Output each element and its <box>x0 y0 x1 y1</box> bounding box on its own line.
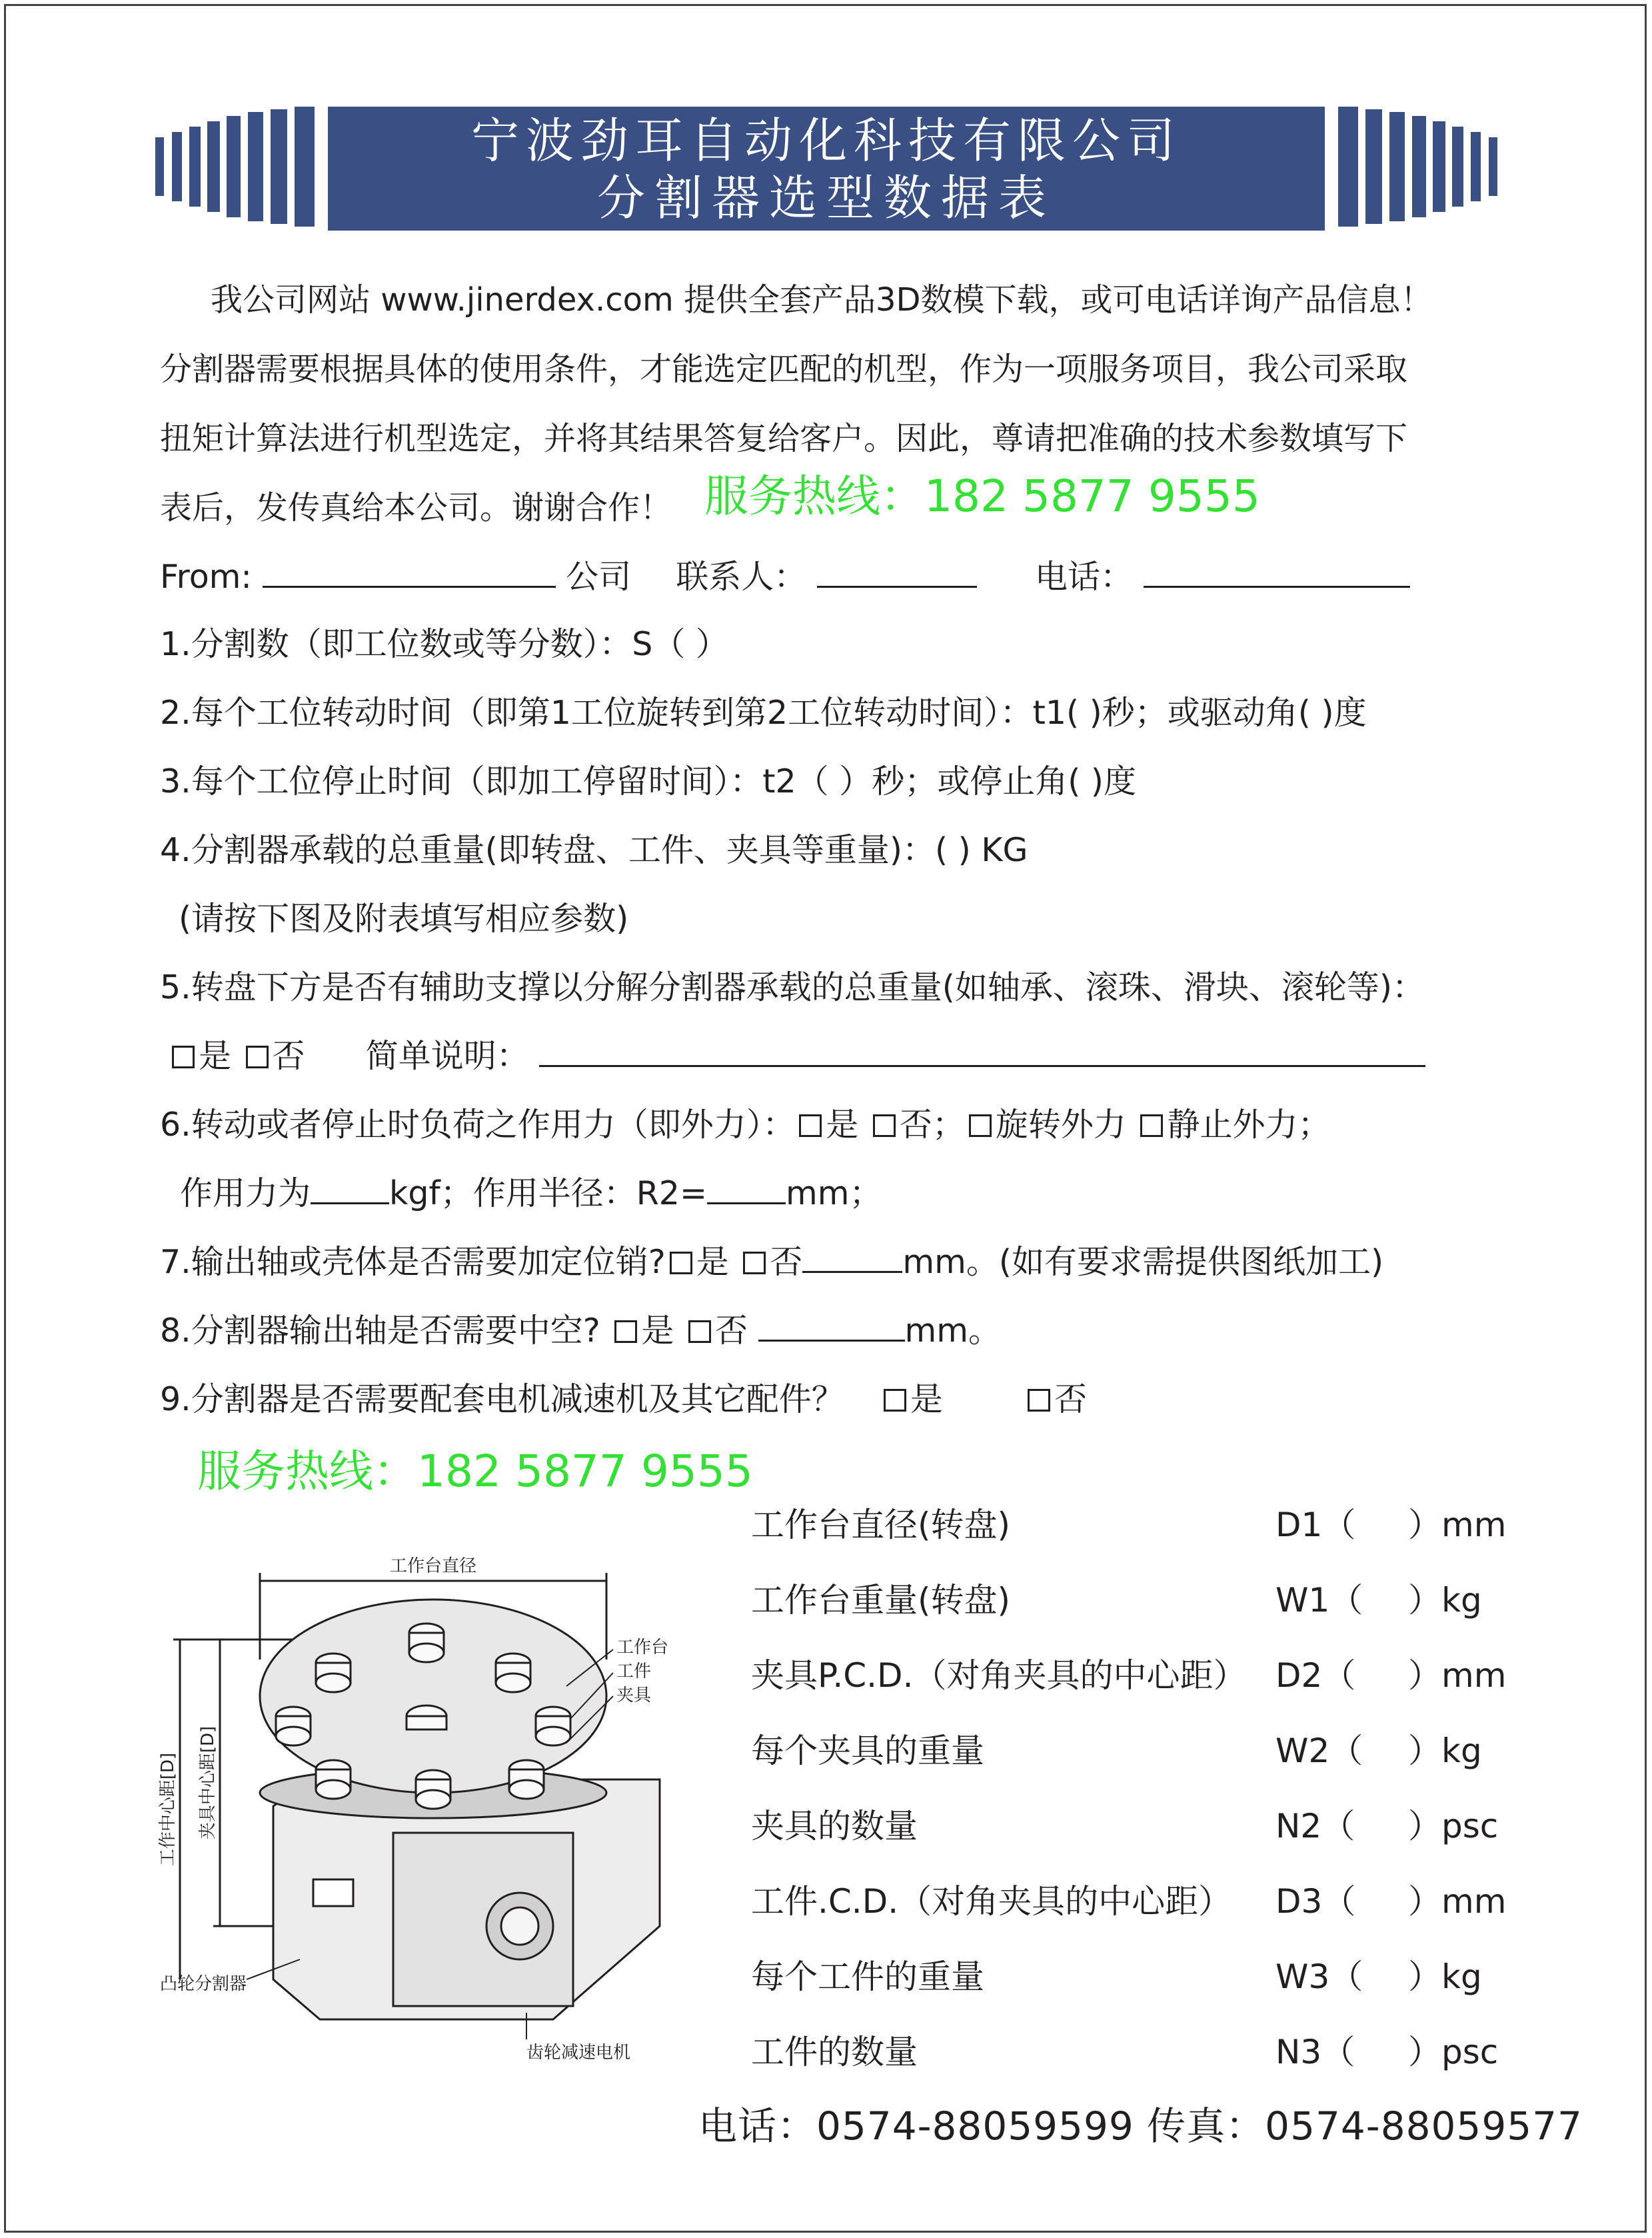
q6-radius-label: kgf；作用半径：R2= <box>389 1174 708 1212</box>
q6-no-checkbox[interactable] <box>873 1114 896 1137</box>
q6-force-label: 作用力为 <box>180 1174 311 1212</box>
param-label: 工件.C.D.（对角夹具的中心距） <box>751 1882 1232 1921</box>
phone-label: 电话： <box>1035 558 1134 596</box>
q6-rotation-checkbox[interactable] <box>969 1114 992 1137</box>
intro-line-3: 扭矩计算法进行机型选定，并将其结果答复给客户。因此，尊请把准确的技术参数填写下 <box>160 420 1408 457</box>
q5-no-label: 否 <box>272 1037 305 1075</box>
fixture-center-label: 夹具中心距[D] <box>198 1725 218 1840</box>
q7-yes-checkbox[interactable] <box>670 1252 692 1274</box>
contact-footer: 电话：0574-88059599 传真：0574-88059577 <box>698 2103 1583 2149</box>
q7-no-label: 否 <box>770 1243 803 1281</box>
q8-suffix: mm。 <box>904 1312 1001 1350</box>
q5-yes-label: 是 <box>199 1037 232 1075</box>
q9-no-label: 否 <box>1054 1380 1088 1418</box>
param-code: W3（ <box>1275 1957 1363 1996</box>
service-hotline-bottom: 服务热线：182 5877 9555 <box>197 1446 753 1497</box>
param-unit: ）mm <box>1408 1506 1507 1544</box>
q6-yes-label: 是 <box>826 1106 859 1144</box>
form-title: 分割器选型数据表 <box>596 170 1056 226</box>
q6-radius-unit: mm； <box>786 1174 882 1212</box>
q7-suffix: mm。(如有要求需提供图纸加工) <box>902 1243 1384 1281</box>
q9-yes-checkbox[interactable] <box>884 1389 906 1412</box>
q6-static-checkbox[interactable] <box>1140 1114 1163 1137</box>
question-3: 3.每个工位停止时间（即加工停留时间）：t2（ ）秒；或停止角( )度 <box>160 762 1137 800</box>
param-unit: ）psc <box>1408 2033 1499 2071</box>
question-7 <box>160 1241 1383 1284</box>
q6-force-field[interactable] <box>311 1176 389 1204</box>
q6-static-label: 静止外力； <box>1167 1106 1331 1144</box>
workpiece-label: 工件 <box>616 1662 652 1681</box>
q6-rotation-label: 旋转外力 <box>995 1106 1126 1144</box>
company-label: 公司 <box>566 558 632 596</box>
gear-motor-label: 齿轮减速电机 <box>526 2043 631 2059</box>
param-code: N3（ <box>1275 2033 1355 2071</box>
param-label: 夹具的数量 <box>751 1807 918 1845</box>
param-code: N2（ <box>1275 1807 1355 1845</box>
cam-indexer-label: 凸轮分割器 <box>160 1974 247 1994</box>
param-code: D2（ <box>1275 1656 1356 1695</box>
q9-no-checkbox[interactable] <box>1028 1389 1050 1412</box>
contact-label: 联系人： <box>676 558 807 596</box>
from-company-field[interactable] <box>263 559 556 588</box>
q8-size-field[interactable] <box>758 1313 905 1342</box>
param-unit: ）kg <box>1408 1731 1482 1770</box>
question-8 <box>160 1310 1001 1352</box>
work-center-label: 工作中心距[D] <box>158 1752 178 1867</box>
param-label: 工件的数量 <box>751 2033 918 2071</box>
company-name: 宁波劲耳自动化科技有限公司 <box>470 113 1182 169</box>
q6-yes-checkbox[interactable] <box>799 1114 822 1137</box>
question-6 <box>160 1104 1330 1146</box>
question-1: 1.分割数（即工位数或等分数）：S（ ） <box>160 625 728 663</box>
param-label: 工作台直径(转盘) <box>751 1506 1011 1544</box>
q7-no-checkbox[interactable] <box>743 1252 766 1274</box>
q5-description-field[interactable] <box>539 1038 1425 1067</box>
q5-no-checkbox[interactable] <box>246 1046 269 1068</box>
q6-no-label: 否； <box>899 1106 965 1144</box>
param-code: D1（ <box>1275 1506 1356 1544</box>
question-4-note: (请按下图及附表填写相应参数) <box>179 900 629 938</box>
worktable-label: 工作台 <box>616 1638 669 1658</box>
param-label: 每个工件的重量 <box>751 1957 984 1996</box>
param-label: 每个夹具的重量 <box>751 1731 984 1770</box>
q8-yes-checkbox[interactable] <box>614 1320 637 1343</box>
param-unit: ）mm <box>1408 1882 1507 1921</box>
param-label: 工作台重量(转盘) <box>751 1581 1011 1620</box>
question-6-detail <box>180 1172 882 1215</box>
q8-no-checkbox[interactable] <box>688 1320 711 1343</box>
intro-line-1: 我公司网站 www.jinerdex.com 提供全套产品3D数模下载，或可电话详询产品信息！ <box>211 281 1433 319</box>
from-label: From: <box>160 558 252 596</box>
q6-radius-field[interactable] <box>707 1176 786 1204</box>
intro-line-4: 表后，发传真给本公司。谢谢合作！ <box>160 489 672 527</box>
question-4: 4.分割器承载的总重量(即转盘、工件、夹具等重量)：( ) KG <box>160 831 1028 869</box>
from-row <box>160 556 1410 598</box>
q8-no-label: 否 <box>714 1312 748 1350</box>
intro-line-2: 分割器需要根据具体的使用条件，才能选定匹配的机型，作为一项服务项目，我公司采取 <box>160 351 1408 388</box>
q5-description-label: 简单说明： <box>365 1037 529 1075</box>
q9-label: 9.分割器是否需要配套电机减速机及其它配件？ <box>160 1380 844 1418</box>
q6-label: 6.转动或者停止时负荷之作用力（即外力）： <box>160 1106 796 1144</box>
q9-yes-label: 是 <box>910 1380 943 1418</box>
param-unit: ）mm <box>1408 1656 1507 1695</box>
question-5: 5.转盘下方是否有辅助支撑以分解分割器承载的总重量(如轴承、滚珠、滑块、滚轮等)： <box>160 968 1425 1006</box>
param-code: D3（ <box>1275 1882 1356 1921</box>
q8-yes-label: 是 <box>641 1312 674 1350</box>
q8-label: 8.分割器输出轴是否需要中空? <box>160 1312 600 1350</box>
question-5-options <box>168 1035 1425 1078</box>
service-hotline-top: 服务热线：182 5877 9555 <box>704 471 1260 522</box>
param-code: W1（ <box>1275 1581 1363 1620</box>
param-unit: ）kg <box>1408 1957 1482 1996</box>
phone-field[interactable] <box>1144 559 1410 588</box>
param-label: 夹具P.C.D.（对角夹具的中心距） <box>751 1656 1247 1695</box>
table-diameter-label: 工作台直径 <box>389 1556 477 1576</box>
q5-yes-checkbox[interactable] <box>172 1046 195 1068</box>
fixture-label: 夹具 <box>616 1685 652 1705</box>
q7-label: 7.输出轴或壳体是否需要加定位销? <box>160 1243 666 1281</box>
question-9 <box>160 1378 1087 1421</box>
indexer-diagram <box>153 1553 713 2059</box>
q7-size-field[interactable] <box>802 1244 902 1273</box>
header-banner <box>328 107 1325 231</box>
param-unit: ）kg <box>1408 1581 1482 1620</box>
param-code: W2（ <box>1275 1731 1363 1770</box>
question-2: 2.每个工位转动时间（即第1工位旋转到第2工位转动时间）：t1( )秒；或驱动角( )度 <box>160 694 1367 732</box>
param-unit: ）psc <box>1408 1807 1499 1845</box>
contact-field[interactable] <box>817 559 977 588</box>
q7-yes-label: 是 <box>696 1243 729 1281</box>
